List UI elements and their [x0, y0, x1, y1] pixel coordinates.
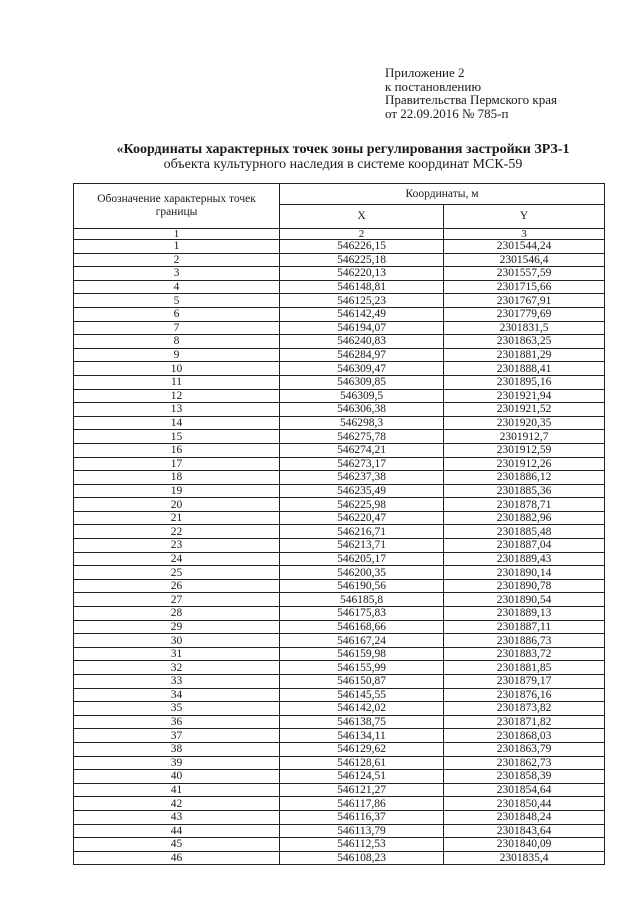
point-number-cell: 45 [74, 838, 280, 852]
y-coordinate-cell: 2301873,82 [444, 702, 605, 716]
y-coordinate-cell: 2301879,17 [444, 675, 605, 689]
x-coordinate-cell: 546124,51 [280, 770, 444, 784]
y-coordinate-cell: 2301767,91 [444, 294, 605, 308]
point-number-cell: 35 [74, 702, 280, 716]
column-number: 3 [444, 229, 605, 240]
table-row [74, 253, 605, 267]
x-coordinate-cell: 546274,21 [280, 443, 444, 457]
x-coordinate-cell: 546148,81 [280, 280, 444, 294]
y-coordinate-cell: 2301888,41 [444, 362, 605, 376]
y-coordinate-cell: 2301912,59 [444, 443, 605, 457]
point-number-cell: 22 [74, 525, 280, 539]
point-number-cell: 10 [74, 362, 280, 376]
point-number-cell: 1 [74, 240, 280, 254]
y-coordinate-cell: 2301863,25 [444, 335, 605, 349]
y-coordinate-cell: 2301862,73 [444, 756, 605, 770]
x-coordinate-cell: 546150,87 [280, 675, 444, 689]
table-row [74, 810, 605, 824]
table-row [74, 688, 605, 702]
y-coordinate-cell: 2301831,5 [444, 321, 605, 335]
x-coordinate-cell: 546121,27 [280, 783, 444, 797]
point-number-cell: 23 [74, 539, 280, 553]
x-coordinate-cell: 546145,55 [280, 688, 444, 702]
point-number-cell: 27 [74, 593, 280, 607]
point-number-cell: 28 [74, 607, 280, 621]
table-row [74, 715, 605, 729]
table-row [74, 824, 605, 838]
point-number-cell: 17 [74, 457, 280, 471]
header-point: Обозначение характерных точек границы [74, 184, 280, 229]
point-number-cell: 11 [74, 375, 280, 389]
x-coordinate-cell: 546142,49 [280, 307, 444, 321]
table-row [74, 267, 605, 281]
y-coordinate-cell: 2301848,24 [444, 810, 605, 824]
appendix-block [385, 66, 557, 120]
x-coordinate-cell: 546155,99 [280, 661, 444, 675]
table-row [74, 484, 605, 498]
x-coordinate-cell: 546309,5 [280, 389, 444, 403]
y-coordinate-cell: 2301912,7 [444, 430, 605, 444]
point-number-cell: 32 [74, 661, 280, 675]
x-coordinate-cell: 546284,97 [280, 348, 444, 362]
table-row [74, 756, 605, 770]
point-number-cell: 19 [74, 484, 280, 498]
table-row [74, 620, 605, 634]
x-coordinate-cell: 546175,83 [280, 607, 444, 621]
y-coordinate-cell: 2301858,39 [444, 770, 605, 784]
y-coordinate-cell: 2301779,69 [444, 307, 605, 321]
y-coordinate-cell: 2301889,13 [444, 607, 605, 621]
x-coordinate-cell: 546220,47 [280, 511, 444, 525]
point-number-cell: 15 [74, 430, 280, 444]
point-number-cell: 25 [74, 566, 280, 580]
x-coordinate-cell: 546142,02 [280, 702, 444, 716]
y-coordinate-cell: 2301876,16 [444, 688, 605, 702]
x-coordinate-cell: 546205,17 [280, 552, 444, 566]
x-coordinate-cell: 546168,66 [280, 620, 444, 634]
x-coordinate-cell: 546167,24 [280, 634, 444, 648]
y-coordinate-cell: 2301715,66 [444, 280, 605, 294]
table-row [74, 838, 605, 852]
y-coordinate-cell: 2301912,26 [444, 457, 605, 471]
y-coordinate-cell: 2301887,04 [444, 539, 605, 553]
point-number-cell: 37 [74, 729, 280, 743]
point-number-cell: 12 [74, 389, 280, 403]
point-number-cell: 26 [74, 579, 280, 593]
table-row [74, 647, 605, 661]
x-coordinate-cell: 546129,62 [280, 742, 444, 756]
table-body [74, 229, 605, 865]
table-header [74, 184, 605, 229]
point-number-cell: 16 [74, 443, 280, 457]
table-row [74, 389, 605, 403]
header-x: X [280, 205, 444, 229]
point-number-cell: 13 [74, 403, 280, 417]
y-coordinate-cell: 2301885,36 [444, 484, 605, 498]
x-coordinate-cell: 546125,23 [280, 294, 444, 308]
table-row [74, 335, 605, 349]
y-coordinate-cell: 2301546,4 [444, 253, 605, 267]
table-row [74, 348, 605, 362]
x-coordinate-cell: 546200,35 [280, 566, 444, 580]
x-coordinate-cell: 546240,83 [280, 335, 444, 349]
point-number-cell: 2 [74, 253, 280, 267]
x-coordinate-cell: 546306,38 [280, 403, 444, 417]
point-number-cell: 18 [74, 471, 280, 485]
table-row [74, 634, 605, 648]
table-row [74, 525, 605, 539]
point-number-cell: 46 [74, 851, 280, 865]
table-row [74, 702, 605, 716]
table-row [74, 280, 605, 294]
x-coordinate-cell: 546225,98 [280, 498, 444, 512]
y-coordinate-cell: 2301895,16 [444, 375, 605, 389]
point-number-cell: 40 [74, 770, 280, 784]
table-row [74, 851, 605, 865]
title-line: объекта культурного наследия в системе координат МСК-59 [163, 156, 523, 172]
point-number-cell: 29 [74, 620, 280, 634]
table-row [74, 240, 605, 254]
point-number-cell: 8 [74, 335, 280, 349]
coordinates-table [73, 183, 605, 865]
table-row [74, 566, 605, 580]
table-row [74, 783, 605, 797]
y-coordinate-cell: 2301885,48 [444, 525, 605, 539]
column-number-row [74, 229, 605, 240]
y-coordinate-cell: 2301921,94 [444, 389, 605, 403]
y-coordinate-cell: 2301890,54 [444, 593, 605, 607]
table-row [74, 457, 605, 471]
x-coordinate-cell: 546309,85 [280, 375, 444, 389]
point-number-cell: 6 [74, 307, 280, 321]
x-coordinate-cell: 546185,8 [280, 593, 444, 607]
point-number-cell: 4 [74, 280, 280, 294]
y-coordinate-cell: 2301843,64 [444, 824, 605, 838]
table-row [74, 770, 605, 784]
x-coordinate-cell: 546117,86 [280, 797, 444, 811]
point-number-cell: 38 [74, 742, 280, 756]
point-number-cell: 21 [74, 511, 280, 525]
y-coordinate-cell: 2301887,11 [444, 620, 605, 634]
x-coordinate-cell: 546298,3 [280, 416, 444, 430]
table-row [74, 416, 605, 430]
point-number-cell: 20 [74, 498, 280, 512]
x-coordinate-cell: 546213,71 [280, 539, 444, 553]
x-coordinate-cell: 546128,61 [280, 756, 444, 770]
x-coordinate-cell: 546138,75 [280, 715, 444, 729]
header-coordinates: Координаты, м [280, 184, 605, 205]
point-number-cell: 24 [74, 552, 280, 566]
point-number-cell: 7 [74, 321, 280, 335]
table-row [74, 729, 605, 743]
y-coordinate-cell: 2301886,73 [444, 634, 605, 648]
y-coordinate-cell: 2301544,24 [444, 240, 605, 254]
x-coordinate-cell: 546309,47 [280, 362, 444, 376]
header-y: Y [444, 205, 605, 229]
point-number-cell: 44 [74, 824, 280, 838]
x-coordinate-cell: 546159,98 [280, 647, 444, 661]
appendix-line: Приложение 2 [385, 65, 465, 80]
y-coordinate-cell: 2301878,71 [444, 498, 605, 512]
table-row [74, 375, 605, 389]
x-coordinate-cell: 546235,49 [280, 484, 444, 498]
point-number-cell: 36 [74, 715, 280, 729]
x-coordinate-cell: 546190,56 [280, 579, 444, 593]
y-coordinate-cell: 2301863,79 [444, 742, 605, 756]
appendix-line: к постановлению [385, 78, 482, 94]
point-number-cell: 31 [74, 647, 280, 661]
column-number: 1 [74, 229, 280, 240]
table-row [74, 742, 605, 756]
y-coordinate-cell: 2301882,96 [444, 511, 605, 525]
y-coordinate-cell: 2301871,82 [444, 715, 605, 729]
table-row [74, 539, 605, 553]
appendix-line: от 22.09.2016 № 785-п [385, 105, 509, 121]
table-row [74, 430, 605, 444]
table-row [74, 552, 605, 566]
table-row [74, 511, 605, 525]
table-row [74, 498, 605, 512]
y-coordinate-cell: 2301881,85 [444, 661, 605, 675]
y-coordinate-cell: 2301881,29 [444, 348, 605, 362]
document-title [96, 143, 590, 172]
title-line: «Координаты характерных точек зоны регулирования застройки ЗРЗ-1 [116, 142, 570, 157]
point-number-cell: 33 [74, 675, 280, 689]
x-coordinate-cell: 546225,18 [280, 253, 444, 267]
y-coordinate-cell: 2301557,59 [444, 267, 605, 281]
y-coordinate-cell: 2301840,09 [444, 838, 605, 852]
point-number-cell: 3 [74, 267, 280, 281]
x-coordinate-cell: 546134,11 [280, 729, 444, 743]
x-coordinate-cell: 546226,15 [280, 240, 444, 254]
y-coordinate-cell: 2301890,78 [444, 579, 605, 593]
x-coordinate-cell: 546220,13 [280, 267, 444, 281]
x-coordinate-cell: 546113,79 [280, 824, 444, 838]
point-number-cell: 14 [74, 416, 280, 430]
x-coordinate-cell: 546216,71 [280, 525, 444, 539]
table-row [74, 579, 605, 593]
table-row [74, 661, 605, 675]
table-row [74, 307, 605, 321]
y-coordinate-cell: 2301920,35 [444, 416, 605, 430]
y-coordinate-cell: 2301889,43 [444, 552, 605, 566]
table-row [74, 403, 605, 417]
x-coordinate-cell: 546273,17 [280, 457, 444, 471]
x-coordinate-cell: 546116,37 [280, 810, 444, 824]
table-row [74, 797, 605, 811]
table-row [74, 607, 605, 621]
y-coordinate-cell: 2301886,12 [444, 471, 605, 485]
y-coordinate-cell: 2301921,52 [444, 403, 605, 417]
y-coordinate-cell: 2301868,03 [444, 729, 605, 743]
point-number-cell: 43 [74, 810, 280, 824]
y-coordinate-cell: 2301850,44 [444, 797, 605, 811]
x-coordinate-cell: 546108,23 [280, 851, 444, 865]
point-number-cell: 39 [74, 756, 280, 770]
column-number: 2 [280, 229, 444, 240]
table-row [74, 593, 605, 607]
table-row [74, 321, 605, 335]
point-number-cell: 42 [74, 797, 280, 811]
x-coordinate-cell: 546237,38 [280, 471, 444, 485]
table-row [74, 362, 605, 376]
x-coordinate-cell: 546194,07 [280, 321, 444, 335]
x-coordinate-cell: 546112,53 [280, 838, 444, 852]
table-row [74, 443, 605, 457]
y-coordinate-cell: 2301883,72 [444, 647, 605, 661]
point-number-cell: 9 [74, 348, 280, 362]
y-coordinate-cell: 2301890,14 [444, 566, 605, 580]
appendix-line: Правительства Пермского края [385, 92, 557, 107]
table-row [74, 675, 605, 689]
y-coordinate-cell: 2301854,64 [444, 783, 605, 797]
point-number-cell: 41 [74, 783, 280, 797]
table-row [74, 294, 605, 308]
point-number-cell: 30 [74, 634, 280, 648]
x-coordinate-cell: 546275,78 [280, 430, 444, 444]
point-number-cell: 5 [74, 294, 280, 308]
y-coordinate-cell: 2301835,4 [444, 851, 605, 865]
point-number-cell: 34 [74, 688, 280, 702]
table-row [74, 471, 605, 485]
